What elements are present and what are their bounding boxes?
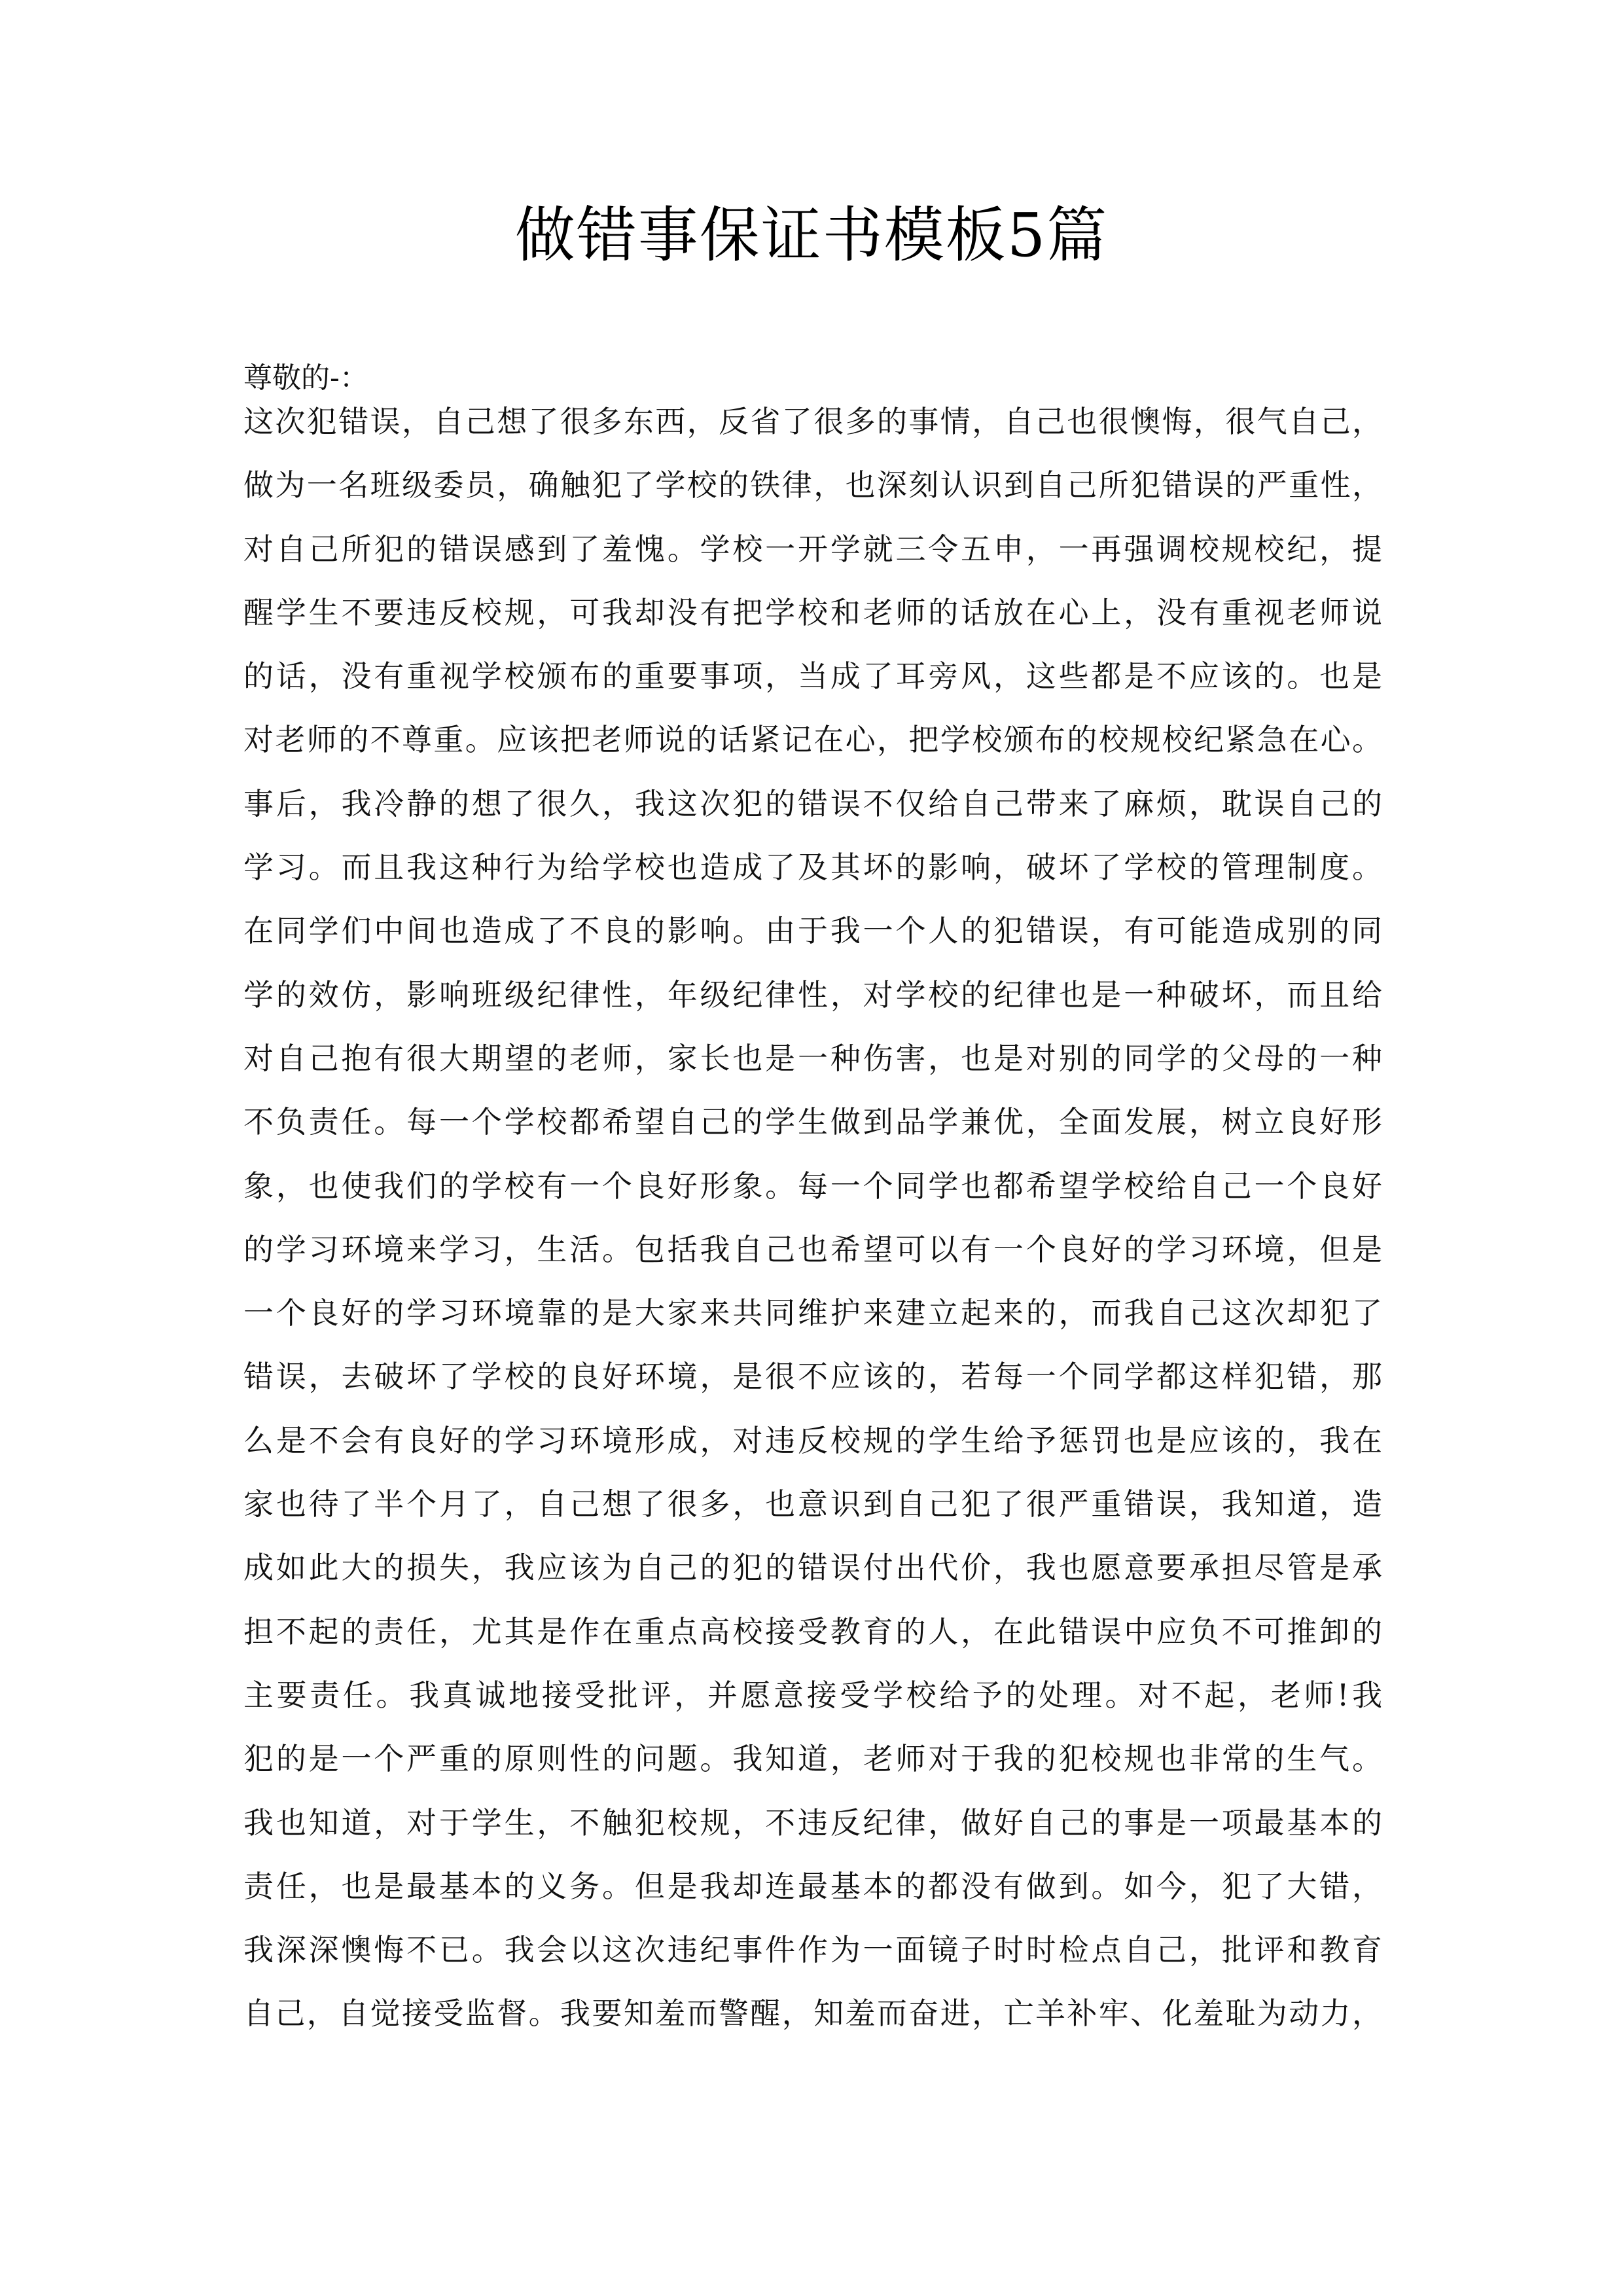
document-title: 做错事保证书模板5篇 <box>514 200 1109 270</box>
salutation: 尊敬的-： <box>243 361 368 395</box>
body-line: 的学习环境来学习，生活。包括我自己也希望可以有一个良好的学习环境，但是 <box>243 1231 1382 1267</box>
body-line: 学的效仿，影响班级纪律性，年级纪律性，对学校的纪律也是一种破坏，而且给 <box>243 977 1382 1013</box>
body-line: 学习。而且我这种行为给学校也造成了及其坏的影响，破坏了学校的管理制度。 <box>243 850 1382 886</box>
body-line: 做为一名班级委员，确触犯了学校的铁律，也深刻认识到自己所犯错误的严重性， <box>243 467 1382 503</box>
body-line: 主要责任。我真诚地接受批评，并愿意接受学校给予的处理。对不起，老师!我 <box>243 1677 1382 1713</box>
body-line: 我也知道，对于学生，不触犯校规，不违反纪律，做好自己的事是一项最基本的 <box>243 1804 1382 1840</box>
body-line: 责任，也是最基本的义务。但是我却连最基本的都没有做到。如今，犯了大错， <box>243 1868 1382 1904</box>
body-line: 一个良好的学习环境靠的是大家来共同维护来建立起来的，而我自己这次却犯了 <box>243 1295 1382 1331</box>
body-line: 在同学们中间也造成了不良的影响。由于我一个人的犯错误，有可能造成别的同 <box>243 913 1382 949</box>
body-line: 事后，我冷静的想了很久，我这次犯的错误不仅给自己带来了麻烦，耽误自己的 <box>243 785 1382 821</box>
body-line: 自己，自觉接受监督。我要知羞而警醒，知羞而奋进，亡羊补牢、化羞耻为动力， <box>243 1996 1382 2032</box>
body-line: 的话，没有重视学校颁布的重要事项，当成了耳旁风，这些都是不应该的。也是 <box>243 658 1382 694</box>
body-line: 错误，去破坏了学校的良好环境，是很不应该的，若每一个同学都这样犯错，那 <box>243 1359 1382 1395</box>
document-body <box>243 402 1382 2058</box>
body-line: 担不起的责任，尤其是作在重点高校接受教育的人，在此错误中应负不可推卸的 <box>243 1613 1382 1649</box>
body-line: 家也待了半个月了，自己想了很多，也意识到自己犯了很严重错误，我知道，造 <box>243 1486 1382 1522</box>
body-line: 不负责任。每一个学校都希望自己的学生做到品学兼优，全面发展，树立良好形 <box>243 1104 1382 1140</box>
body-line: 象，也使我们的学校有一个良好形象。每一个同学也都希望学校给自己一个良好 <box>243 1168 1382 1204</box>
body-line: 醒学生不要违反校规，可我却没有把学校和老师的话放在心上，没有重视老师说 <box>243 594 1382 630</box>
body-line: 对老师的不尊重。应该把老师说的话紧记在心，把学校颁布的校规校纪紧急在心。 <box>243 722 1382 758</box>
body-line: 我深深懊悔不已。我会以这次违纪事件作为一面镜子时时检点自己，批评和教育 <box>243 1932 1382 1968</box>
body-line: 这次犯错误，自己想了很多东西，反省了很多的事情，自己也很懊悔，很气自己， <box>243 404 1382 439</box>
body-line: 对自己所犯的错误感到了羞愧。学校一开学就三令五申，一再强调校规校纪，提 <box>243 531 1382 567</box>
body-line: 对自己抱有很大期望的老师，家长也是一种伤害，也是对别的同学的父母的一种 <box>243 1040 1382 1076</box>
body-line: 么是不会有良好的学习环境形成，对违反校规的学生给予惩罚也是应该的，我在 <box>243 1422 1382 1458</box>
body-line: 犯的是一个严重的原则性的问题。我知道，老师对于我的犯校规也非常的生气。 <box>243 1741 1382 1777</box>
body-line: 成如此大的损失，我应该为自己的犯的错误付出代价，我也愿意要承担尽管是承 <box>243 1550 1382 1586</box>
